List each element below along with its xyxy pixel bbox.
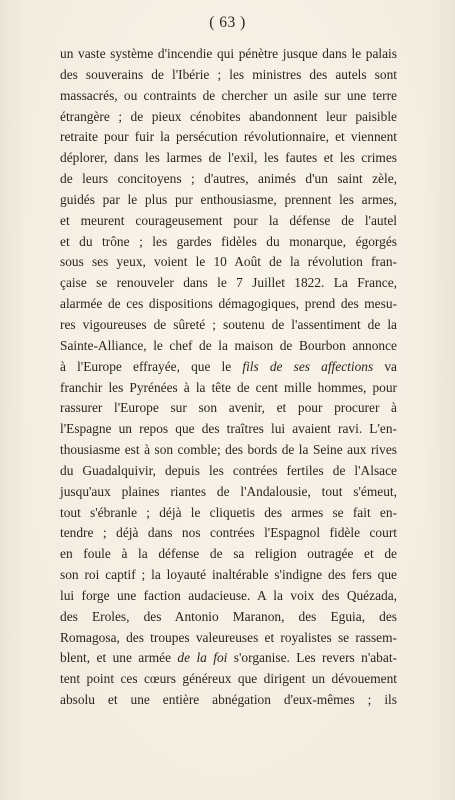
text-line bbox=[60, 586, 397, 607]
text-run: de leurs concitoyens ; d'autres, animés d'un saint zèle, bbox=[60, 171, 397, 187]
text-line bbox=[60, 294, 397, 315]
italic-phrase: fils de ses affections bbox=[242, 358, 374, 374]
text-run: blent, et une armée bbox=[60, 650, 178, 666]
text-run: çaise se renouveler dans le 7 Juillet 1822. La France, bbox=[60, 275, 397, 291]
text-line bbox=[60, 273, 397, 294]
text-line bbox=[60, 336, 397, 357]
text-line bbox=[60, 648, 397, 669]
text-line bbox=[60, 190, 397, 211]
text-line bbox=[60, 65, 397, 86]
text-line bbox=[60, 86, 397, 107]
italic-phrase: de la foi bbox=[177, 650, 228, 666]
text-line bbox=[60, 461, 397, 482]
text-line bbox=[60, 482, 397, 503]
text-run: déplorer, dans les larmes de l'exil, les fautes et les crimes bbox=[60, 150, 397, 166]
text-run: son roi captif ; la loyauté inaltérable s'indigne des fers que bbox=[60, 567, 397, 583]
text-line bbox=[60, 378, 397, 399]
text-line bbox=[60, 169, 397, 190]
text-line bbox=[60, 398, 397, 419]
text-run: va bbox=[373, 358, 397, 374]
text-run: absolu et une entière abnégation d'eux-mêmes ; ils bbox=[60, 692, 397, 708]
text-run: en foule à la défense de sa religion outragée et de bbox=[60, 546, 397, 562]
text-line bbox=[60, 690, 397, 711]
body-text bbox=[60, 44, 397, 711]
text-line bbox=[60, 232, 397, 253]
text-line bbox=[60, 419, 397, 440]
text-run: massacrés, ou contraints de chercher un asile sur une terre bbox=[60, 87, 397, 103]
text-run: thousiasme est à son comble; des bords de la Seine aux rives bbox=[60, 442, 397, 458]
text-line bbox=[60, 357, 397, 378]
text-line bbox=[60, 669, 397, 690]
text-run: un vaste système d'incendie qui pénètre jusque dans le palais bbox=[60, 46, 397, 61]
text-run: s'organise. Les revers n'abat- bbox=[227, 650, 397, 666]
text-run: tout s'ébranle ; déjà le cliquetis des armes se fait en- bbox=[60, 504, 397, 520]
text-line bbox=[60, 544, 397, 565]
text-run: jusqu'aux plaines riantes de l'Andalousie, tout s'émeut, bbox=[60, 483, 397, 499]
text-line bbox=[60, 44, 397, 65]
text-run: retraite pour fuir la persécution révolutionnaire, et viennent bbox=[60, 129, 397, 145]
text-line bbox=[60, 211, 397, 232]
text-line bbox=[60, 523, 397, 544]
text-run: res vigoureuses de sûreté ; soutenu de l'assentiment de la bbox=[60, 316, 397, 332]
text-run: lui forge une faction audacieuse. A la voix des Quézada, bbox=[60, 587, 397, 603]
text-run: étrangère ; de pieux cénobites abandonnent leur paisible bbox=[60, 108, 397, 124]
text-line bbox=[60, 503, 397, 524]
page-number: ( 63 ) bbox=[209, 14, 246, 31]
text-line bbox=[60, 565, 397, 586]
text-run: Romagosa, des troupes valeureuses et royalistes se rassem- bbox=[60, 629, 397, 645]
text-run: alarmée de ces dispositions démagogiques, prend des mesu- bbox=[60, 296, 397, 312]
text-run: tent point ces cœurs généreux que dirigent un dévouement bbox=[60, 671, 397, 687]
text-line bbox=[60, 440, 397, 461]
text-run: guidés par le plus pur enthousiasme, prennent les armes, bbox=[60, 191, 397, 207]
text-run: des Eroles, des Antonio Maranon, des Eguia, des bbox=[60, 608, 397, 624]
text-run: rassurer l'Europe sur son avenir, et pour procurer à bbox=[60, 400, 397, 416]
text-run: et du trône ; les gardes fidèles du monarque, égorgés bbox=[60, 233, 397, 249]
text-run: tendre ; déjà dans nos contrées l'Espagnol fidèle court bbox=[60, 525, 397, 541]
text-run: des souverains de l'Ibérie ; les ministres des autels sont bbox=[60, 66, 397, 82]
text-run: franchir les Pyrénées à la tête de cent mille hommes, pour bbox=[60, 379, 397, 395]
text-line bbox=[60, 607, 397, 628]
text-line bbox=[60, 315, 397, 336]
text-line bbox=[60, 628, 397, 649]
text-run: à l'Europe effrayée, que le bbox=[60, 358, 243, 374]
text-run: Sainte-Alliance, le chef de la maison de Bourbon annonce bbox=[60, 337, 397, 353]
text-run: sous ses yeux, voient le 10 Août de la révolution fran- bbox=[60, 254, 397, 270]
text-run: l'Espagne un repos que des traîtres lui avaient ravi. L'en- bbox=[60, 421, 397, 437]
text-line bbox=[60, 148, 397, 169]
text-run: du Guadalquivir, depuis les contrées fertiles de l'Alsace bbox=[60, 462, 397, 478]
text-run: et meurent courageusement pour la défense de l'autel bbox=[60, 212, 397, 228]
text-line bbox=[60, 252, 397, 273]
text-line bbox=[60, 107, 397, 128]
text-line bbox=[60, 127, 397, 148]
